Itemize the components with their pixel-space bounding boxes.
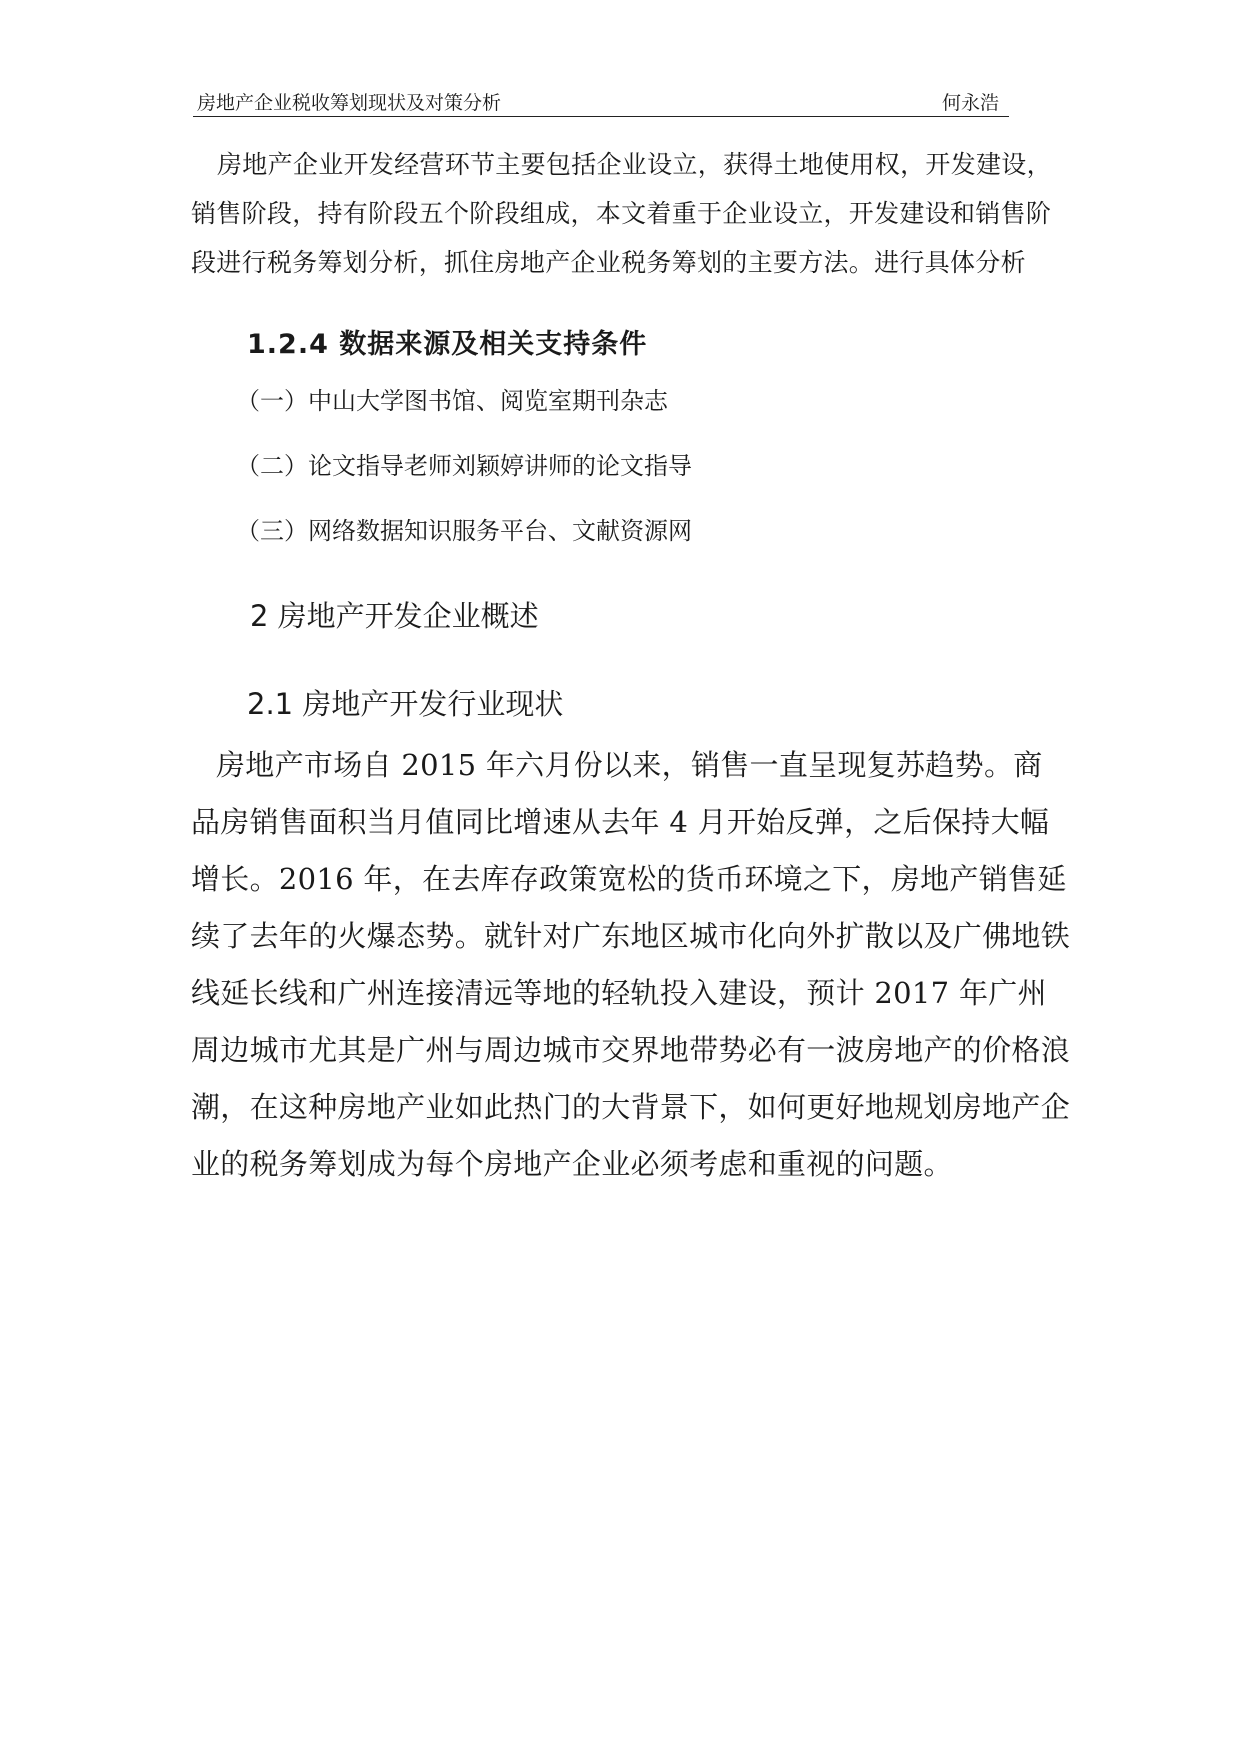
list-item: （三）网络数据知识服务平台、文献资源网 [236,517,692,545]
list-item: （二）论文指导老师刘颖婷讲师的论文指导 [236,452,692,480]
section-2-1-paragraph: 房地产市场自 2015 年六月份以来，销售一直呈现复苏趋势。商品房销售面积当月值同比增速从去年 4 月开始反弹，之后保持大幅增长。2016 年，在去库存政策宽松的货币环境之下，房地产销售延续了去年的火爆态势。就针对广东地区城市化向外扩散以及广佛地铁线延长线和广州连接清远等地的轻轨投入建设，预计 2017 年广州周边城市尤其是广州与周边城市交界地带势必有一波房地产的价格浪潮，在这种房地产业如此热门的大背景下，如何更好地规划房地产企业的税务筹划成为每个房地产企业必须考虑和重视的问题。 [191,748,1071,1181]
header-author: 何永浩 [941,92,999,114]
intro-paragraph: 房地产企业开发经营环节主要包括企业设立，获得土地使用权，开发建设，销售阶段，持有阶段五个阶段组成，本文着重于企业设立，开发建设和销售阶段进行税务筹划分析，抓住房地产企业税务筹划的主要方法。进行具体分析 [191,150,1052,277]
section-2-1-heading: 2.1 房地产开发行业现状 [247,687,564,721]
list-item: （一）中山大学图书馆、阅览室期刊杂志 [236,387,668,415]
data-sources-list [236,381,692,576]
section-1-2-4-heading: 1.2.4 数据来源及相关支持条件 [247,329,648,360]
page-header [193,90,1009,117]
chapter-2-heading: 2 房地产开发企业概述 [250,599,539,633]
header-title: 房地产企业税收筹划现状及对策分析 [197,92,502,114]
